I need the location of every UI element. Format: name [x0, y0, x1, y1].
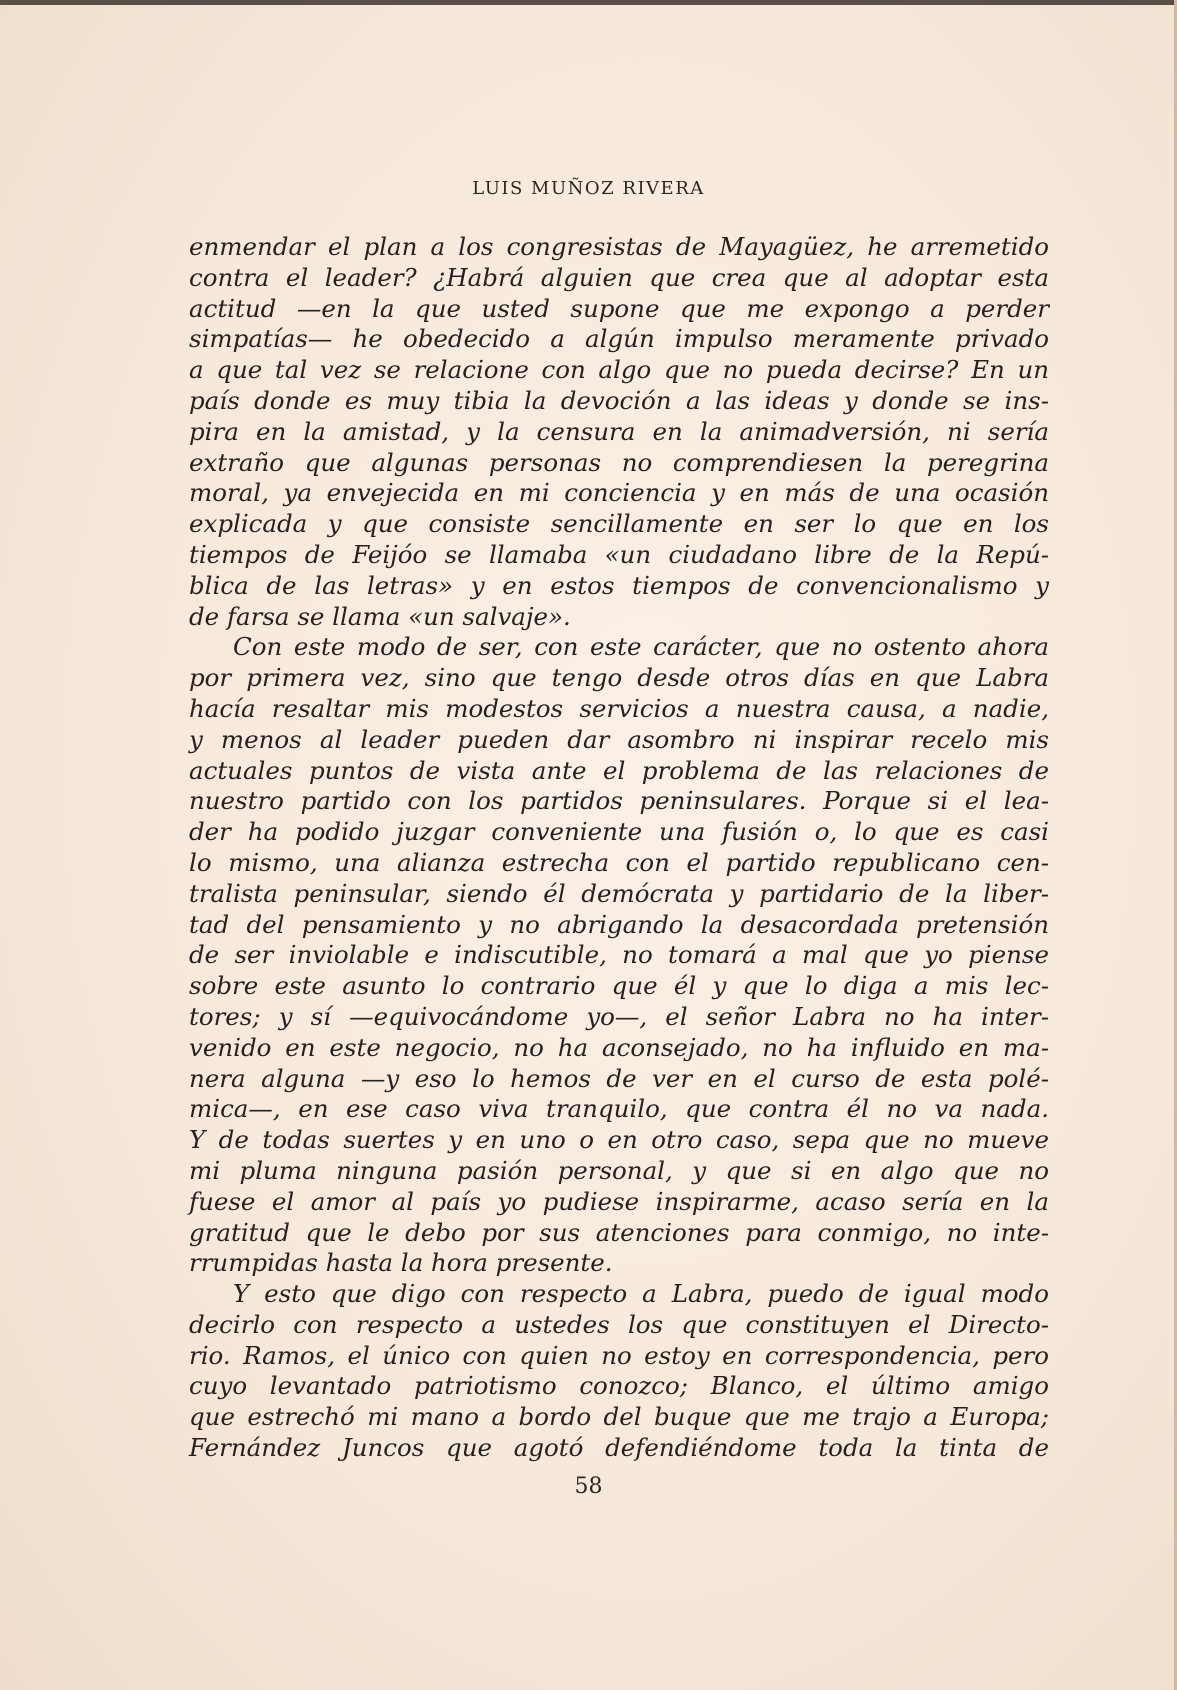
text-line: extraño que algunas personas no comprendiesen la peregrina: [189, 447, 1049, 477]
text-line: sobre este asunto lo contrario que él y que lo diga a mis lec-: [189, 971, 1049, 1001]
text-line: nuestro partido con los partidos peninsulares. Porque si el lea-: [189, 786, 1049, 816]
text-line: pira en la amistad, y la censura en la animadversión, ni sería: [189, 416, 1049, 446]
text-line: decirlo con respecto a ustedes los que constituyen el Directo-: [189, 1309, 1049, 1339]
text-line: venido en este negocio, no ha aconsejado, no ha influido en ma-: [189, 1032, 1049, 1062]
text-line: país donde es muy tibia la devoción a las ideas y donde se ins-: [189, 385, 1049, 415]
page-number: 58: [574, 1474, 603, 1499]
text-line: cuyo levantado patriotismo conozco; Blanco, el último amigo: [189, 1371, 1049, 1401]
text-line: rio. Ramos, el único con quien no estoy en correspondencia, pero: [189, 1340, 1049, 1370]
text-line: tad del pensamiento y no abrigando la desacordada pretensión: [189, 909, 1049, 939]
running-head: LUIS MUÑOZ RIVERA: [472, 178, 705, 199]
text-line: Fernández Juncos que agotó defendiéndome toda la tinta de: [189, 1433, 1049, 1463]
text-line: simpatías— he obedecido a algún impulso meramente privado: [189, 324, 1049, 354]
text-line: tiempos de Feijóo se llamaba «un ciudadano libre de la Repú-: [189, 539, 1049, 569]
text-line: Y esto que digo con respecto a Labra, puedo de igual modo: [233, 1279, 1049, 1309]
text-line: por primera vez, sino que tengo desde otros días en que Labra: [189, 663, 1049, 693]
text-line: a que tal vez se relacione con algo que no pueda decirse? En un: [189, 355, 1049, 385]
text-line: actitud —en la que usted supone que me expongo a perder: [189, 293, 1049, 323]
text-line: lo mismo, una alianza estrecha con el partido republicano cen-: [189, 847, 1049, 877]
text-line: mi pluma ninguna pasión personal, y que si en algo que no: [189, 1155, 1049, 1185]
text-line: contra el leader? ¿Habrá alguien que crea que al adoptar esta: [189, 262, 1049, 292]
text-line: hacía resaltar mis modestos servicios a nuestra causa, a nadie,: [189, 693, 1049, 723]
text-line: que estrechó mi mano a bordo del buque que me trajo a Europa;: [189, 1402, 1049, 1432]
text-line: der ha podido juzgar conveniente una fusión o, lo que es casi: [189, 817, 1049, 847]
text-line: de ser inviolable e indiscutible, no tomará a mal que yo piense: [189, 940, 1049, 970]
text-line: explicada y que consiste sencillamente en ser lo que en los: [189, 509, 1049, 539]
text-line: y menos al leader pueden dar asombro ni inspirar recelo mis: [189, 724, 1049, 754]
text-line: de farsa se llama «un salvaje».: [189, 601, 571, 631]
text-line: blica de las letras» y en estos tiempos de convencionalismo y: [189, 570, 1049, 600]
scan-top-edge: [0, 0, 1177, 5]
text-line: moral, ya envejecida en mi conciencia y en más de una ocasión: [189, 478, 1049, 508]
text-line: enmendar el plan a los congresistas de Mayagüez, he arremetido: [189, 232, 1049, 261]
text-line: nera alguna —y eso lo hemos de ver en el curso de esta polé-: [189, 1063, 1049, 1093]
text-line: tralista peninsular, siendo él demócrata y partidario de la liber-: [189, 878, 1049, 908]
body-text: [189, 232, 1049, 1464]
text-line: fuese el amor al país yo pudiese inspirarme, acaso sería en la: [189, 1186, 1049, 1216]
text-line: tores; y sí —equivocándome yo—, el señor Labra no ha inter-: [189, 1001, 1049, 1031]
text-line: Y de todas suertes y en uno o en otro caso, sepa que no mueve: [189, 1125, 1049, 1155]
text-line: gratitud que le debo por sus atenciones para conmigo, no inte-: [189, 1217, 1049, 1247]
text-line: Con este modo de ser, con este carácter, que no ostento ahora: [233, 632, 1049, 662]
text-line: mica—, en ese caso viva tranquilo, que contra él no va nada.: [189, 1094, 1049, 1124]
text-line: rrumpidas hasta la hora presente.: [189, 1248, 613, 1278]
text-line: actuales puntos de vista ante el problema de las relaciones de: [189, 755, 1049, 785]
